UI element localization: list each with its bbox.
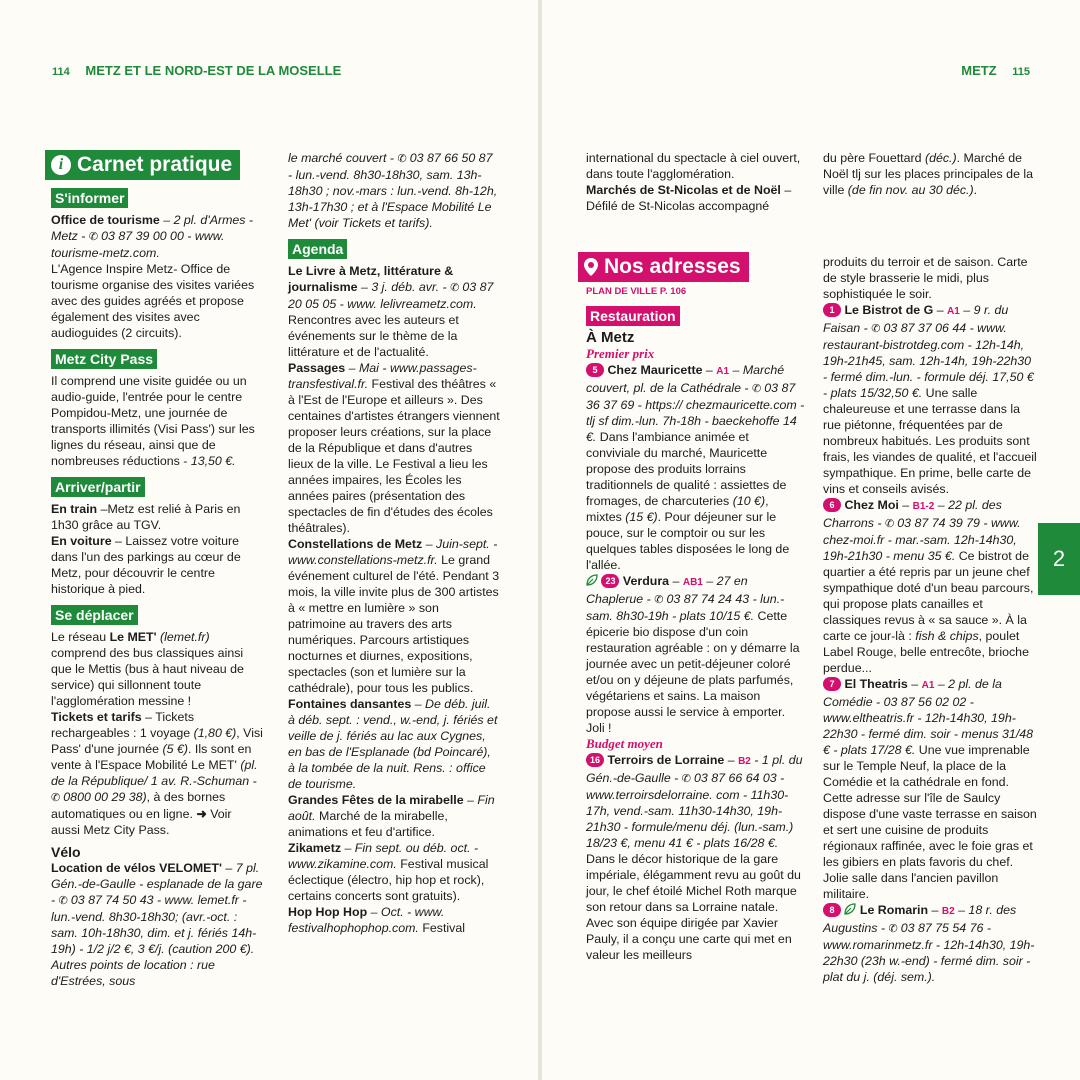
arrow-icon: ➜: [196, 807, 207, 821]
bistrot-name: Le Bistrot de G: [844, 303, 934, 317]
bistrot-text: Une salle chaleureuse et une terrasse dans la rue piétonne, fréquentées par de nombreux habitués. Les produits sont frais, les viandes de qualité, et l'accueil sympathique. En prime, belle carte de vins et conseils avisés.: [823, 386, 1037, 496]
running-head-title-left: METZ ET LE NORD-EST DE LA MOSELLE: [85, 63, 342, 78]
reseau-a: Le réseau: [51, 630, 110, 644]
verdura-details: – 27 en Chaplerue -: [586, 574, 748, 606]
fontaines-a: – De déb. juil. à déb. sept. : vend., w.-end, j. fériés et veille de j. fériés au lac aux Cygnes, en bas de l'Esplanade (bd Poincaré), à la tombée de la nuit. Rens. : office de tourisme.: [288, 697, 498, 791]
voiture-label: En voiture: [51, 534, 112, 548]
right-page: [542, 0, 1080, 1080]
page-number-right: 115: [1012, 66, 1030, 78]
tickets-phone: 0800 00 29 38): [63, 790, 147, 804]
info-icon: i: [51, 155, 71, 175]
voiture-text: – Laissez votre voiture dans l'un des parkings au cœur de Metz, pour découvrir le centre historique à pied.: [51, 534, 241, 596]
velomet-phone: 03 87 74 50 43 - www. lemet.fr - lun.-vend. 8h30-18h30; (avr.-oct. : sam. 10h-18h30, dim. et j. fériés 14h-19h) - 1/2 j/2 €, 3 €/j. (caution 200 €). Autres points de location : rue d'Estrées, sous: [51, 893, 257, 988]
zikametz-label: Zikametz: [288, 841, 342, 855]
ref-bistrot: A1: [947, 306, 960, 317]
chezmoi-entry: 6 Chez Moi – B1-2 – 22 pl. des Charrons - ✆ 03 87 74 39 79 - www. chez-moi.fr - mar.-sam. 12h-14h30, 19h-21h30 - menu 35 €. Ce bistrot de quartier a été repris par un jeune chef sympathique doté d'un beau parcours, qui propose plats canailles et classiques revus à « sa sauce ». À la carte ce jour-là : fish & chips, poulet Label Rouge, belle entrecôte, brioche perdue...: [823, 498, 1034, 675]
chapter-tab[interactable]: 2: [1038, 523, 1080, 595]
top-col1-text: international du spectacle à ciel ouvert, dans toute l'agglomération.: [586, 151, 801, 181]
tickets-addr: (pl. de la République/ 1 av. R.-Schuman -: [51, 758, 258, 788]
running-head-right: [961, 63, 1030, 78]
passages-a: – Mai - www.passages-transfestival.fr.: [288, 361, 477, 391]
nos-adresses-title: [578, 252, 749, 282]
subhead-agenda: Agenda: [288, 239, 347, 259]
page-number-left: 114: [52, 66, 70, 78]
right-top-column-1: [586, 150, 806, 214]
cont-a: le marché couvert -: [288, 151, 398, 165]
running-head-title-right: METZ: [961, 63, 997, 78]
ref-theatris: A1: [921, 680, 935, 691]
badge-mauricette: 5: [586, 363, 604, 377]
mauricette-t3: . Pour déjeuner sur le pouce, sur le comptoir ou sur les quelques tables disposées le long de l'allée.: [586, 510, 790, 572]
left-page: [0, 0, 538, 1080]
ref-romarin: B2: [941, 906, 955, 917]
reseau-name: Le MET': [109, 630, 157, 644]
chezmoi-details: – 22 pl. des Charrons -: [823, 498, 1002, 530]
velomet-label: Location de vélos VELOMET': [51, 861, 222, 875]
right-column-2: [823, 254, 1038, 985]
chezmoi-name: Chez Moi: [844, 498, 899, 512]
phone-icon: ✆: [88, 231, 102, 243]
theatris-text: Une vue imprenable sur le Temple Neuf, la place de la Comédie et la cathédrale en fond. Cette adresse sur l'île de Saulcy dispose d'une vaste terrasse en saison et sert une cuisine de produits régionaux raffinée, avec le foie gras et les gibiers en plats favoris du chef. Jolie salle dans l'ancien pavillon militaire.: [823, 743, 1037, 901]
mirabelle-b: Marché de la mirabelle, animations et feu d'artifice.: [288, 809, 448, 839]
verdura-name: Verdura: [622, 574, 670, 588]
train-label: En train: [51, 502, 98, 516]
pin-icon: [584, 258, 598, 276]
leaf-icon: [586, 574, 598, 586]
top-col2-text: [823, 150, 1038, 198]
marches-label: Marchés de St-Nicolas et de Noël: [586, 183, 781, 197]
leaf-icon: [844, 903, 856, 915]
romarin-name: Le Romarin: [859, 903, 929, 917]
left-column-1: [45, 150, 263, 989]
subhead-citypass: Metz City Pass: [51, 349, 157, 369]
reseau-entry: [51, 629, 263, 709]
mirabelle-a: – Fin août.: [288, 793, 495, 823]
marches-entry: [586, 182, 806, 214]
mauricette-entry: 5 Chez Mauricette – A1 – Marché couvert, pl. de la Cathédrale - ✆ 03 87 36 37 69 - https:// chezmauricette.com - tlj sf dim.-lun. 7h-18h - baeckehoffe 14 €. Dans l'ambiance animée et conviviale du marché, Mauricette propose des produits lorrains traditionnels de qualité : assiettes de fromages, de charcuteries (10 €), mixtes (15 €). Pour déjeuner sur le pouce, sur le comptoir ou sur les quelques tables disposées le long de l'allée.: [586, 363, 805, 572]
velomet-addr: 7 pl. Gén.-de-Gaulle - esplanade de la gare -: [51, 861, 263, 907]
mauricette-text: Dans l'ambiance animée et conviviale du marché, Mauricette propose des produits lorrains traditionnels de qualité : assiettes de fromages, de charcuteries: [586, 430, 787, 508]
bistrot-phone: 03 87 37 06 44 - www. restaurant-bistrotdeg.com - 12h-14h, 19h-21h45, sam. 12h-14h, 19h-22h30 - fermé dim.-lun. - formule déj. 17,50 € - plats 15/32,50 €.: [823, 321, 1034, 400]
livre-b: 03 87 20 05 05 - www. lelivreametz.com.: [288, 280, 494, 311]
badge-bistrot: 1: [823, 303, 841, 317]
carnet-pratique-title: [45, 150, 240, 180]
badge-romarin: 8: [823, 903, 841, 917]
velomet-dash: –: [221, 861, 233, 875]
theatris-name: El Theatris: [844, 677, 908, 691]
subhead-deplacer: Se déplacer: [51, 605, 138, 625]
phone-icon: ✆: [58, 895, 71, 907]
right-top-column-2: [823, 150, 1038, 198]
velomet-entry: [51, 860, 263, 989]
city-heading: À Metz: [586, 329, 635, 346]
phone-icon: ✆: [450, 282, 463, 294]
badge-verdura: 23: [601, 574, 619, 588]
mauricette-phone: 03 87 36 37 69 - https:// chezmauricette.com - tlj sf dim.-lun. 7h-18h - baeckehoffe 14 €.: [586, 381, 805, 444]
tickets-p2: (5 €): [162, 742, 188, 756]
mauricette-p1: (10 €): [732, 494, 766, 508]
terroirs-continuation: produits du terroir et de saison. Carte de style brasserie le midi, plus sophistiquée le soir.: [823, 255, 1028, 301]
tickets-label: Tickets et tarifs: [51, 710, 142, 724]
mirabelle-entry: [288, 792, 500, 840]
ref-terroirs: B2: [738, 756, 751, 767]
livre-a: – 3 j. déb. avr. -: [357, 280, 451, 294]
mauricette-name: Chez Mauricette: [607, 363, 703, 377]
subhead-arriver: Arriver/partir: [51, 477, 145, 497]
phone-icon: ✆: [884, 518, 898, 530]
romarin-phone: 03 87 75 54 76 - www.romarinmetz.fr - 12h-14h30, 19h-22h30 (23h w.-end) - fermé dim. soir - plat du j. (déj. sem.).: [823, 921, 1035, 984]
subhead-informer: S'informer: [51, 188, 128, 208]
reseau-b: comprend des bus classiques ainsi que le Mettis (bus à haut niveau de service) qui sillonnent toute l'agglomération messine !: [51, 646, 244, 708]
bistrot-details: – 9 r. du Faisan -: [823, 303, 1009, 335]
tickets-d: , à des bornes automatiques ou en ligne.: [51, 790, 226, 821]
theatris-phone: 03 87 56 02 02 - www.eltheatris.fr - 12h-14h30, 19h-22h30 - fermé dim. soir - menus 31/48 € - plats 17/28 €.: [823, 695, 1034, 757]
fontaines-label: Fontaines dansantes: [288, 697, 412, 711]
ref-chezmoi: B1-2: [912, 501, 935, 512]
constellations-label: Constellations de Metz: [288, 537, 423, 551]
theatris-details: – 2 pl. de la Comédie -: [823, 677, 1002, 709]
ot-details: – 2 pl. d'Armes - Metz -: [51, 213, 254, 243]
badge-chezmoi: 6: [823, 498, 841, 512]
citypass-text: Il comprend une visite guidée ou un audio-guide, l'entrée pour le centre Pompidou-Metz, une journée de transports illimités (Visi Pass') sur les lignes du réseau, ainsi que de nombreuses réductions -: [51, 374, 255, 468]
tickets-a: – Tickets rechargeables : 1 voyage: [51, 710, 195, 740]
chezmoi-text2: , poulet Label Rouge, belle entrecôte, brioche perdue...: [823, 629, 1029, 675]
tc2-b: (déc.): [924, 151, 957, 165]
constellations-a: – Juin-sept. - www.constellations-metz.fr.: [288, 537, 498, 567]
zikametz-b: Festival musical éclectique (électro, hip hop et rock), certains concerts sont gratuits).: [288, 857, 489, 903]
tickets-p1: (1,80 €): [193, 726, 237, 740]
hophop-entry: [288, 904, 500, 936]
tickets-c: . Ils sont en vente à l'Espace Mobilité Le MET': [51, 742, 252, 772]
left-column-2: [288, 150, 500, 936]
hophop-b: Festival: [418, 921, 466, 935]
livre-entry: [288, 263, 500, 360]
ot-name: Office de tourisme: [51, 213, 160, 227]
chezmoi-phone: 03 87 74 39 79 - www. chez-moi.fr - mar.-sam. 12h-14h30, 19h-21h30 - menu 35 €.: [823, 516, 1021, 563]
reseau-site: (lemet.fr): [156, 630, 210, 644]
office-tourisme-entry: [51, 212, 263, 261]
velomet-continuation: [288, 150, 500, 231]
tc2-e: .: [973, 183, 978, 197]
badge-terroirs: 16: [586, 753, 604, 767]
hophop-a: – Oct. - www. festivalhophophop.com.: [288, 905, 445, 935]
fontaines-entry: [288, 696, 500, 792]
phone-icon: ✆: [888, 923, 901, 935]
cont-b: 03 87 66 50 87 - lun.-vend. 8h30-18h30, sam. 13h-18h30 ; nov.-mars : lun.-vend. 8h-12h, 13h-17h30 ; et à l'Espace Mobilité Le Met' (voir Tickets et tarifs).: [288, 151, 498, 230]
running-head-left: [52, 63, 341, 78]
chezmoi-dishes: fish & chips: [915, 629, 979, 643]
verdura-entry: 23 Verdura – AB1 – 27 en Chaplerue - ✆ 03 87 74 24 43 - lun.-sam. 8h30-19h - plats 10/15 €. Cette épicerie bio dispose d'un coin restauration agréable : on y démarre la journée avec un petit-déjeuner coloré et/ou on y déjeune de plats parfumés, végétariens et sains. La maison propose aussi le service à emporter. Joli !: [586, 574, 800, 735]
phone-icon: ✆: [51, 792, 64, 804]
livre-label: Le Livre à Metz, littérature & journalisme: [288, 264, 454, 294]
tickets-b: , Visi Pass' d'une journée: [51, 726, 263, 756]
tc2-c: . Marché de Noël tlj sur les places principales de la ville: [823, 151, 1034, 197]
terroirs-name: Terroirs de Lorraine: [607, 753, 725, 767]
terroirs-phone: 03 87 66 64 03 - www.terroirsdelorraine. com - 11h30-17h, vend.-sam. 11h30-14h30, 19h-21h30 - formule/menu déj. (lun.-sam.) 18/23 €, menu 41 € - plats 16/28 €.: [586, 771, 794, 850]
mirabelle-label: Grandes Fêtes de la mirabelle: [288, 793, 464, 807]
premier-prix-label: Premier prix: [586, 346, 655, 361]
verdura-text: Cette épicerie bio dispose d'un coin restauration agréable : on y démarre la journée avec un petit-déjeuner coloré et/ou on y déjeune de plats parfumés, végétariens et sains. La maison propose aussi le service à emporter. Joli !: [586, 609, 800, 735]
citypass-entry: [51, 373, 263, 469]
budget-moyen-label: Budget moyen: [586, 736, 663, 751]
ot-text: L'Agence Inspire Metz- Office de tourisme organise des visites variées avec des guides agréés et propose également des visites avec audioguides (2 circuits).: [51, 262, 255, 340]
train-entry: [51, 501, 263, 533]
phone-icon: ✆: [397, 153, 410, 165]
romarin-details: – 18 r. des Augustins -: [823, 903, 1017, 935]
ref-verdura: AB1: [682, 577, 703, 588]
terroirs-entry: 16 Terroirs de Lorraine – B2 - 1 pl. du Gén.-de-Gaulle - ✆ 03 87 66 64 03 - www.terroirsdelorraine. com - 11h30-17h, vend.-sam. 11h30-14h30, 19h-21h30 - formule/menu déj. (lun.-sam.) 18/23 €, menu 41 € - plats 16/28 €. Dans le décor historique de la gare impériale, élégamment revu au goût du jour, le chef étoilé Michel Roth marque son retour dans sa Lorraine natale. Avec son équipe dirigée par Xavier Pauly, il a conçu une carte qui met en valeur les meilleurs: [586, 753, 803, 962]
train-text: –Metz est relié à Paris en 1h30 grâce au TGV.: [51, 502, 241, 532]
phone-icon: ✆: [871, 323, 884, 335]
phone-icon: ✆: [752, 383, 765, 395]
ref-mauricette: A1: [716, 366, 730, 377]
bistrot-entry: 1 Le Bistrot de G – A1 – 9 r. du Faisan - ✆ 03 87 37 06 44 - www. restaurant-bistrotdeg.com - 12h-14h, 19h-21h45, sam. 12h-14h, 19h-22h30 - fermé dim.-lun. - formule déj. 17,50 € - plats 15/32,50 €. Une salle chaleureuse et une terrasse dans la rue piétonne, fréquentées par de nombreux habitués. Les produits sont frais, les viandes de qualité, et l'accueil sympathique. En prime, belle carte de vins et conseils avisés.: [823, 303, 1037, 496]
marches-a: – Défilé de St-Nicolas accompagné: [586, 183, 792, 213]
mauricette-t2: , mixtes: [586, 494, 769, 524]
tc2-a: du père Fouettard: [823, 151, 925, 165]
verdura-phone: 03 87 74 24 43 - lun.-sam. 8h30-19h - plats 10/15 €.: [586, 592, 785, 623]
passages-entry: [288, 360, 500, 536]
mauricette-p2: (15 €): [625, 510, 658, 524]
tickets-see: Voir aussi Metz City Pass.: [51, 807, 232, 837]
subhead-restauration: Restauration: [586, 306, 680, 326]
chezmoi-text: Ce bistrot de quartier a été repris par un jeune chef sympathique doté d'un beau parcours, qui propose plats canailles et classiques revus à « sa sauce ». À la carte ce jour-là :: [823, 549, 1034, 643]
phone-icon: ✆: [654, 594, 667, 606]
phone-icon: ✆: [681, 773, 695, 785]
romarin-entry: 8 Le Romarin – B2 – 18 r. des Augustins - ✆ 03 87 75 54 76 - www.romarinmetz.fr - 12h-14h30, 19h-22h30 (23h w.-end) - fermé dim. soir - plat du j. (déj. sem.).: [823, 903, 1035, 984]
tickets-entry: [51, 709, 263, 838]
passages-label: Passages: [288, 361, 346, 375]
zikametz-entry: [288, 840, 500, 904]
livre-c: Rencontres avec les auteurs et événements sur le thème de la littérature et de l'actualité.: [288, 313, 459, 359]
hophop-label: Hop Hop Hop: [288, 905, 368, 919]
plan-label: PLAN DE VILLE P. 106: [586, 286, 687, 297]
velo-head: Vélo: [51, 844, 81, 860]
terroirs-details: - 1 pl. du Gén.-de-Gaulle -: [586, 753, 803, 785]
ot-phone: 03 87 39 00 00 - www. tourisme-metz.com.: [51, 229, 225, 260]
constellations-b: Le grand événement culturel de l'été. Pendant 3 mois, la ville invite plus de 300 artistes à « mettre en lumière » son patrimoine au travers des arts numériques. Parcours artistiques nocturnes et diurnes, expositions, spectacles (son et lumière sur la cathédrale), pour tous les publics.: [288, 553, 500, 695]
tc2-d: (de fin nov. au 30 déc.): [847, 183, 974, 197]
right-column-1: [578, 252, 806, 963]
badge-theatris: 7: [823, 677, 841, 691]
zikametz-a: – Fin sept. ou déb. oct. - www.zikamine.com.: [288, 841, 479, 871]
carnet-pratique-label: Carnet pratique: [77, 153, 233, 176]
theatris-entry: 7 El Theatris – A1 – 2 pl. de la Comédie - 03 87 56 02 02 - www.eltheatris.fr - 12h-14h30, 19h-22h30 - fermé dim. soir - menus 31/48 € - plats 17/28 €. Une vue imprenable sur le Temple Neuf, la place de la Comédie et la cathédrale en fond. Cette adresse sur l'île de Saulcy dispose d'une vaste terrasse en saison et sert une cuisine de produits régionaux raffinée, avec le foie gras et les gibiers en plats favoris du chef. Jolie salle dans l'ancien pavillon militaire.: [823, 677, 1037, 901]
passages-b: Festival des théâtres « à l'Est de l'Europe et ailleurs ». Des centaines d'artistes étrangers viennent proposer leurs créations, sur la place de la République et dans d'autres lieux de la ville. Le Festival a lieu les années impaires, les Écoles les années paires (présentation des spectacles de fin d'études des écoles théâtrales).: [288, 377, 500, 535]
terroirs-text: Dans le décor historique de la gare impériale, élégamment revu au goût du jour, le chef étoilé Michel Roth marque son retour dans sa Lorraine natale. Avec son équipe dirigée par Xavier Pauly, il a conçu une carte qui met en valeur les meilleurs: [586, 852, 801, 962]
nos-adresses-label: Nos adresses: [604, 255, 741, 278]
citypass-price: 13,50 €.: [190, 454, 236, 468]
voiture-entry: [51, 533, 263, 597]
mauricette-details: – Marché couvert, pl. de la Cathédrale -: [586, 363, 785, 395]
constellations-entry: [288, 536, 500, 696]
